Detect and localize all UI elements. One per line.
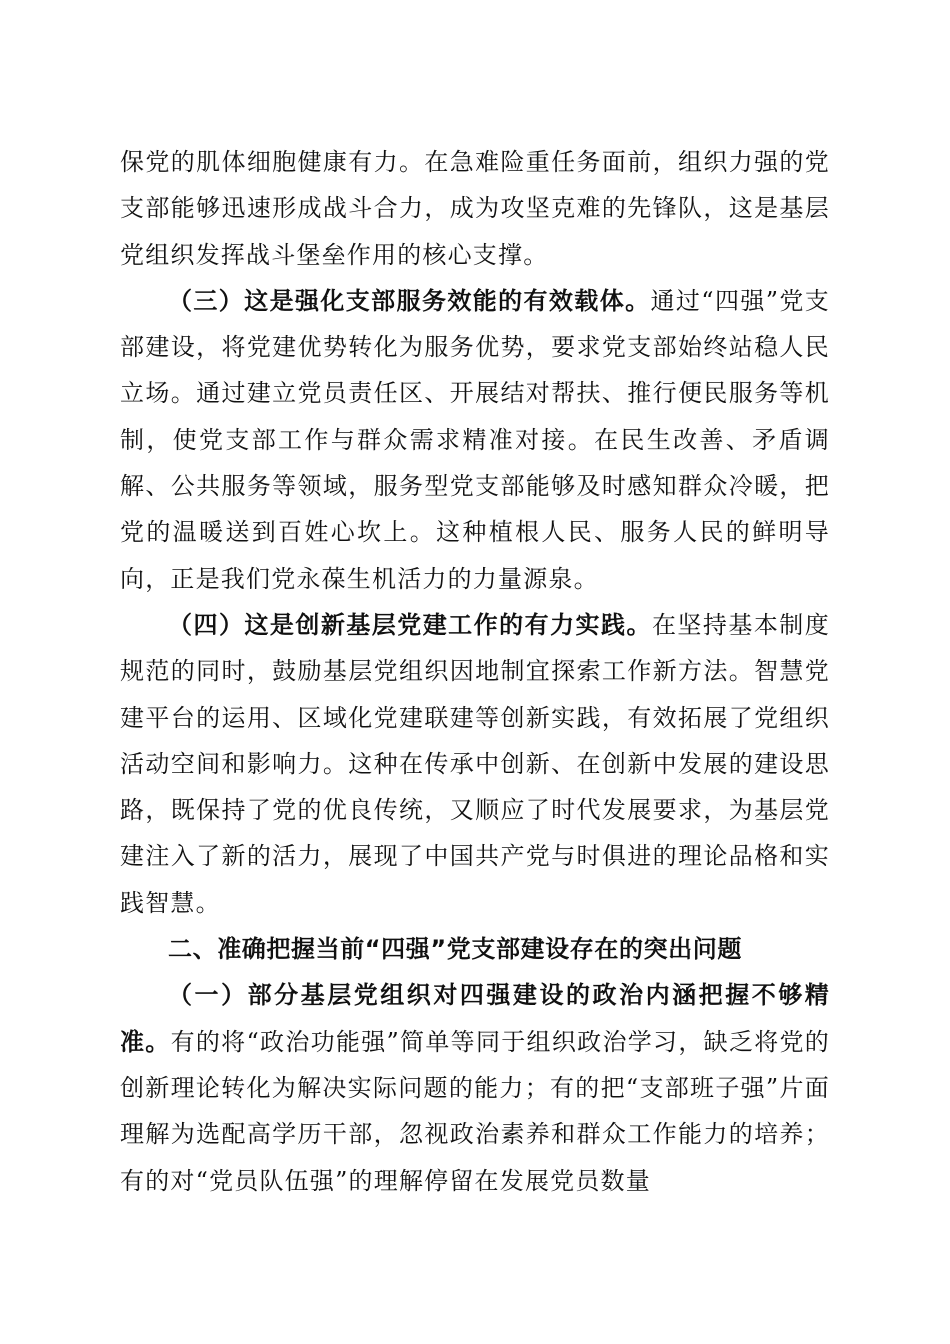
paragraph-body: 在坚持基本制度规范的同时，鼓励基层党组织因地制宜探索工作新方法。智慧党建平台的运用、区域化党建联建等创新实践，有效拓展了党组织活动空间和影响力。这种在传承中创新、在创新中发展的建设思路，既保持了党的优良传统，又顺应了时代发展要求，为基层党建注入了新的活力，展现了中国共产党与时俱进的理论品格和实践智慧。: [120, 610, 830, 917]
paragraph-heading: （一）部分基层党组织对四强建设的政治内涵把握不够精准。: [120, 980, 830, 1056]
section-heading: 二、准确把握当前“四强”党支部建设存在的突出问题: [168, 935, 742, 964]
paragraph-service-efficiency: [120, 278, 830, 602]
paragraph-heading: （三）这是强化支部服务效能的有效载体。: [168, 285, 651, 315]
paragraph-heading: （四）这是创新基层党建工作的有力实践。: [168, 609, 652, 639]
document-body: [120, 139, 830, 1204]
paragraph-body: 有的将“政治功能强”简单等同于组织政治学习，缺乏将党的创新理论转化为解决实际问题的能力；有的把“支部班子强”片面理解为选配高学历干部，忽视政治素养和群众工作能力的培养；有的对“党员队伍强”的理解停留在发展党员数量: [120, 1027, 830, 1195]
paragraph-innovation-practice: [120, 602, 830, 926]
continuation-paragraph: 保党的肌体细胞健康有力。在急难险重任务面前，组织力强的党支部能够迅速形成战斗合力，成为攻坚克难的先锋队，这是基层党组织发挥战斗堡垒作用的核心支撑。: [120, 148, 830, 269]
paragraph-body: 通过“四强”党支部建设，将党建优势转化为服务优势，要求党支部始终站稳人民立场。通过建立党员责任区、开展结对帮扶、推行便民服务等机制，使党支部工作与群众需求精准对接。在民生改善、矛盾调解、公共服务等领域，服务型党支部能够及时感知群众冷暖，把党的温暖送到百姓心坎上。这种植根人民、服务人民的鲜明导向，正是我们党永葆生机活力的力量源泉。: [120, 286, 830, 593]
paragraph-political-connotation: [120, 972, 830, 1203]
